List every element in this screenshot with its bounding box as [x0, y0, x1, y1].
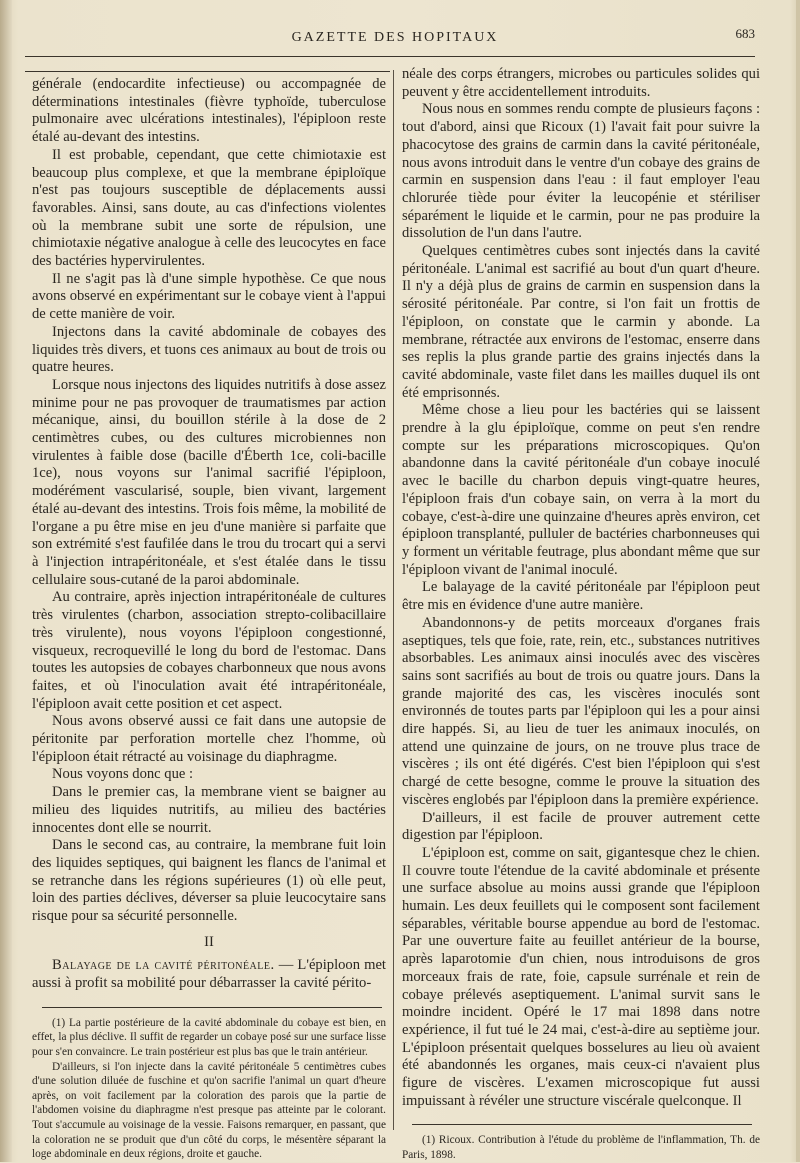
paragraph: Abandonnons-y de petits morceaux d'organes frais aseptiques, tels que foie, rate, rein, etc., substances nutritives absorbables. Les animaux ainsi inoculés avec des viscères sains sont sacrifiés au bout de trois ou quatre jours. Dans la grande majorité des cas, les viscères inoculés sont environnés de toutes parts par l'épiploon qui les a pour ainsi dire happés. Si, au lieu de tuer les animaux inoculés, on attend une quinzaine de jours, on ne trouve plus trace de viscères ; ils ont été digérés. C'est bien l'épiploon qui s'est chargé de cette besogne, comme le prouve la situation des viscères englobés par l'épiploon dans la première expérience.	[402, 614, 760, 808]
footnote: D'ailleurs, si l'on injecte dans la cavité péritonéale 5 centimètres cubes d'une solution diluée de fuschine et qu'on sacrifie l'animal un quart d'heure après, on voit facilement par la coloration des parois que la partie de l'abdomen voisine du diaphragme n'est presque pas atteinte par le colorant. Tout s'accumule au voisinage de la vessie. Faisons remarquer, en passant, que la coloration ne se produit que d'un côté du corps, le mésentère séparant la loge abdominale en deux régions, droite et gauche.	[32, 1060, 386, 1161]
column-divider	[393, 70, 394, 1130]
footnote: (1) La partie postérieure de la cavité abdominale du cobaye est bien, en effet, la plus déclive. Il suffit de regarder un cobaye posé sur une surface lisse pour s'en convaincre. Le train postérieur est plus bas que le train antérieur.	[32, 1016, 386, 1059]
page-spine	[0, 0, 12, 1162]
paragraph: Dans le premier cas, la membrane vient se baigner au milieu des liquides nutritifs, au milieu des bactéries innocentes dont elle se nourrit.	[32, 784, 386, 836]
paragraph: Il est probable, cependant, que cette chimiotaxie est beaucoup plus complexe, et que la membrane épiploïque n'est pas toujours susceptible de déplacements aussi favorables. Ainsi, sans doute, au cas d'infections violentes où la membrane subit une sorte de répulsion, une chimiotaxie négative analogue à celle des leucocytes en face des bactéries hypervirulentes.	[32, 146, 386, 270]
paragraph: Lorsque nous injectons des liquides nutritifs à dose assez minime pour ne pas provoquer de traumatismes par action mécanique, ainsi, du bouillon stérile à la dose de 2 centimètres cubes, ou des cultures microbiennes non virulentes à faible dose (bacille d'Éberth 1ce, coli-bacille 1ce), nous voyons sur l'animal sacrifié l'épiploon, modérément vascularisé, souple, bien vivant, largement étalé au-devant des intestins. Trois fois même, la mobilité de l'organe a pu être mise en jeu d'une manière si parfaite que son extrémité s'est faufilée dans le trou du trocart qui a servi à l'injection intrapéritonéale, et s'est étalée dans le tissu cellulaire sous-cutané de la paroi abdominale.	[32, 376, 386, 588]
paragraph: Injectons dans la cavité abdominale de cobayes des liquides très divers, et tuons ces animaux au bout de trois ou quatre heures.	[32, 323, 386, 376]
paragraph: Nous voyons donc que :	[52, 766, 194, 783]
footnote: (1) Ricoux. Contribution à l'étude du problème de l'inflammation, Th. de Paris, 1898.	[402, 1134, 760, 1162]
paragraph: Nous avons observé aussi ce fait dans une autopsie de péritonite par perforation mortelle chez l'homme, où l'épiploon était rétracté au voisinage du diaphragme.	[32, 713, 386, 765]
section-text: — L'épiploon met aussi à profit sa mobilité pour débarrasser la cavité périto-	[32, 957, 386, 992]
paragraph: D'ailleurs, il est facile de prouver autrement cette digestion par l'épiploon.	[402, 809, 760, 844]
page-header	[25, 26, 765, 50]
paragraph: Il ne s'agit pas là d'une simple hypothèse. Ce que nous avons observé en expérimentant sur le cobaye vient à l'appui de cette manière de voir.	[32, 270, 386, 323]
header-rule	[25, 56, 755, 57]
paragraph: Dans le second cas, au contraire, la membrane fuit loin des liquides septiques, qui baignent les flancs de l'animal et se retranche dans les régions supérieures (1) où elle peut, loin des parties déclives, déverser sa pluie leucocytaire sans risque pour sa sécurité personnelle.	[32, 837, 386, 925]
paragraph: générale (endocardite infectieuse) ou accompagnée de déterminations intestinales (fièvre typhoïde, tuberculose pulmonaire avec ulcérations intestinales), l'épiploon reste étalé au-devant des intestins.	[32, 76, 386, 146]
paragraph: Nous nous en sommes rendu compte de plusieurs façons : tout d'abord, ainsi que Ricoux (1) l'avait fait pour suivre la phacocytose des grains de carmin dans la cavité péritonéale, nous avons introduit dans le ventre d'un cobaye des grains de carmin en suspension dans l'eau : il faut employer l'eau chlorurée tiède pour éviter la leucopénie et stériliser séparément le liquide et le carmin, pour ne pas produire la dissolution de l'un dans l'autre.	[402, 101, 760, 242]
running-title: GAZETTE DES HOPITAUX	[291, 30, 499, 45]
page-edge	[796, 0, 800, 1162]
paragraph: L'épiploon est, comme on sait, gigantesque chez le chien. Il couvre toute l'étendue de la cavité abdominale et présente une surface absolue au moins aussi grande que l'épiploon humain. Les deux feuillets qui le composent sont facilement séparables, véritable bourse appendue au bord de l'estomac. Par une ouverture faite au feuillet antérieur de la bourse, après laparotomie d'un chien, nous introduisons de gros morceaux frais de rate, foie, capsule surrénale et rein de cobaye prélevés aseptiquement. L'animal survit sans le moindre incident. Opéré le 17 mai 1898 dans notre expérience, il fut tué le 24 mai, c'est-à-dire au septième jour. L'épiploon présentait quelques bosselures au lieu où avaient été abandonnés les organes, mais ceux-ci n'avaient plus figure de viscères. L'examen microscopique fut aussi impuissant à révéler une structure viscérale quelconque. Il	[402, 844, 760, 1109]
section-number: II	[204, 933, 214, 950]
page-number: 683	[735, 26, 755, 41]
left-column	[32, 76, 386, 1162]
footnote-rule	[42, 1007, 382, 1008]
right-column	[402, 66, 760, 1163]
paragraph: Quelques centimètres cubes sont injectés dans la cavité péritonéale. L'animal est sacrifié au bout d'un quart d'heure. Il n'y a déjà plus de grains de carmin en suspension dans la sérosité péritonéale. Par contre, si l'on fait un frottis de l'épiploon, on constate que le carmin y abonde. La membrane, rétractée aux environs de l'estomac, enserre dans ses replis la plus grande partie des grains injectés dans la cavité abdominale, vaste filet dans les mailles duquel ils ont été emprisonnés.	[402, 243, 760, 401]
paragraph: néale des corps étrangers, microbes ou particules solides qui peuvent y être accidentellement introduits.	[402, 66, 760, 100]
footnote-rule	[412, 1124, 752, 1125]
paragraph: Au contraire, après injection intrapéritonéale de cultures très virulentes (charbon, association strepto-colibacillaire très virulente), nous voyons l'épiploon congestionné, visqueux, recroquevillé le long du bord de l'estomac. Dans toutes les autopsies de cobayes charbonneux que nous avons faites, et où l'inoculation avait été intrapéritonéale, l'épiploon avait cette position et cet aspect.	[32, 589, 386, 712]
header-rule-secondary	[25, 71, 390, 72]
section-heading: Balayage de la cavité péritonéale.	[52, 957, 275, 974]
paragraph: Le balayage de la cavité péritonéale par l'épiploon peut être mis en évidence d'une autre manière.	[402, 579, 760, 614]
paragraph: Même chose a lieu pour les bactéries qui se laissent prendre à la glu épiploïque, comme on peut s'en rendre compte sur les préparations microscopiques. Qu'on abandonne dans la cavité péritonéale d'un cobaye inoculé avec le bacille du charbon depuis vingt-quatre heures, l'épiploon frais d'un cobaye sain, on verra à la mort du cobaye, c'est-à-dire une quinzaine d'heures après environ, cet épiploon transplanté, pulluler de bactéries charbonneuses qui y forment un véritable feutrage, plus abondant même que sur l'épiploon vivant de l'animal inoculé.	[402, 402, 760, 578]
section-paragraph	[32, 957, 386, 992]
